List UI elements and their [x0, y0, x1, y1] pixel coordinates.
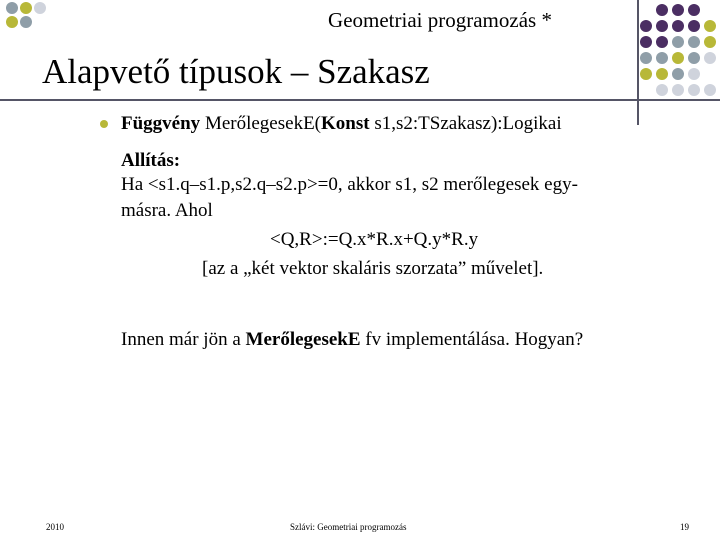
decor-dot — [672, 84, 684, 96]
claim-label: Allítás: — [121, 150, 181, 171]
decor-dot — [704, 36, 716, 48]
header-title: Geometriai programozás * — [328, 8, 552, 32]
claim-line-1: Ha <s1.q–s1.p,s2.q–s2.p>=0, akkor s1, s2 merőlegesek egy- — [121, 174, 578, 195]
decor-vertical-line — [637, 0, 639, 125]
decor-dot — [688, 68, 700, 80]
footer-page-number: 19 — [680, 522, 689, 532]
decor-dot — [640, 36, 652, 48]
claim-line-2: másra. Ahol — [121, 200, 213, 221]
decor-dot — [656, 84, 668, 96]
decor-dot — [656, 20, 668, 32]
decor-dot — [688, 20, 700, 32]
decor-dot — [20, 16, 32, 28]
function-name: MerőlegesekE( — [200, 113, 321, 134]
decor-dot — [6, 2, 18, 14]
formula-note: [az a „két vektor skaláris szorzata” művelet]. — [202, 258, 544, 279]
function-params: s1,s2:TSzakasz):Logikai — [369, 113, 562, 134]
implementation-note: Innen már jön a MerőlegesekE fv implementálása. Hogyan? — [121, 329, 584, 350]
decor-dot — [672, 20, 684, 32]
decor-dot — [656, 36, 668, 48]
decor-dot — [640, 20, 652, 32]
decor-dot — [34, 2, 46, 14]
decor-dot — [704, 20, 716, 32]
decor-dot — [656, 52, 668, 64]
decor-dot — [688, 84, 700, 96]
footer-year: 2010 — [46, 522, 64, 532]
decor-dot — [704, 52, 716, 64]
decor-dot — [656, 68, 668, 80]
decor-dot — [6, 16, 18, 28]
function-signature — [121, 113, 562, 135]
decor-dot — [688, 4, 700, 16]
keyword-konst: Konst — [321, 113, 370, 134]
bullet-icon — [100, 120, 108, 128]
decor-dot — [640, 68, 652, 80]
decor-dot — [688, 52, 700, 64]
decor-dot — [672, 36, 684, 48]
decor-dot — [688, 36, 700, 48]
decor-dot — [672, 4, 684, 16]
decor-dot — [704, 84, 716, 96]
slide-title: Alapvető típusok – Szakasz — [42, 52, 430, 91]
title-rule — [0, 99, 720, 101]
decor-dot — [640, 52, 652, 64]
formula: <Q,R>:=Q.x*R.x+Q.y*R.y — [270, 229, 479, 250]
decor-dot — [672, 68, 684, 80]
decor-dot — [20, 2, 32, 14]
function-name-bold: MerőlegesekE — [245, 329, 361, 350]
decor-dot — [656, 4, 668, 16]
footer-center: Szlávi: Geometriai programozás — [290, 522, 407, 532]
decor-dot — [672, 52, 684, 64]
keyword-fuggveny: Függvény — [121, 113, 201, 134]
